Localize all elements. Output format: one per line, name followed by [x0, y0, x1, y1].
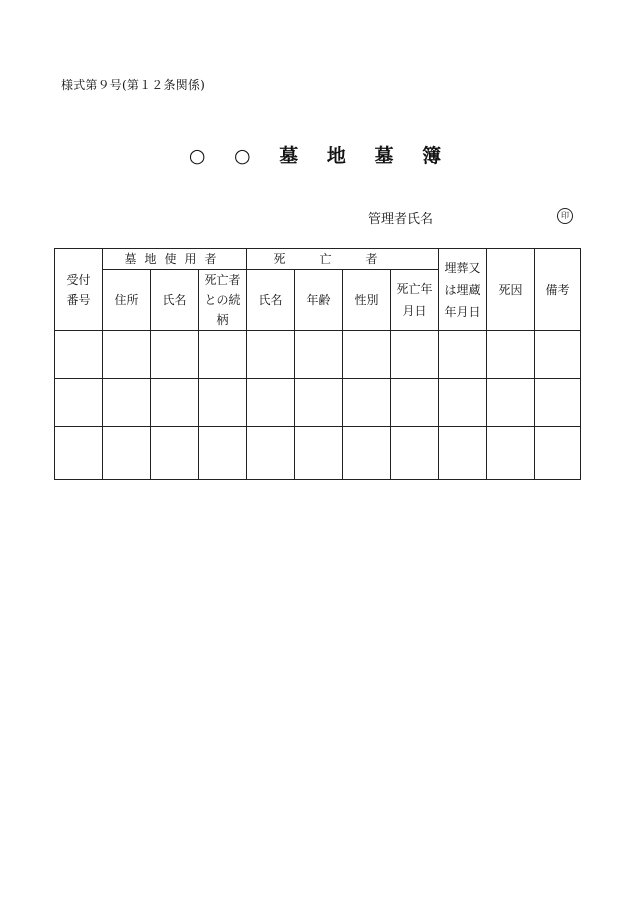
table-cell[interactable]: [199, 331, 247, 379]
remarks-header: 備考: [535, 249, 581, 331]
table-cell[interactable]: [391, 427, 439, 480]
deceased-age-header: 年齢: [295, 270, 343, 331]
table-cell[interactable]: [103, 379, 151, 427]
table-cell[interactable]: [295, 427, 343, 480]
table-cell[interactable]: [247, 379, 295, 427]
table-cell[interactable]: [199, 427, 247, 480]
cemetery-register-table: [54, 248, 581, 480]
user-address-header: 住所: [103, 270, 151, 331]
deceased-sex-header: 性別: [343, 270, 391, 331]
document-title: [0, 141, 630, 168]
form-number: 様式第９号(第１２条関係): [61, 78, 205, 92]
title-placeholder-1: ○: [188, 145, 206, 167]
table-cell[interactable]: [55, 331, 103, 379]
table-cell[interactable]: [295, 331, 343, 379]
table-cell[interactable]: [439, 331, 487, 379]
table-row: [55, 427, 581, 480]
table-cell[interactable]: [103, 331, 151, 379]
user-name-header: 氏名: [151, 270, 199, 331]
cemetery-user-header: 墓地使用者: [103, 249, 247, 270]
title-char-4: 簿: [422, 145, 442, 167]
table-cell[interactable]: [103, 427, 151, 480]
deceased-date-header: 死亡年月日: [391, 270, 439, 331]
table-cell[interactable]: [247, 427, 295, 480]
table-cell[interactable]: [343, 379, 391, 427]
table-cell[interactable]: [487, 427, 535, 480]
seal-mark: 印: [557, 208, 573, 224]
table-cell[interactable]: [151, 379, 199, 427]
table-cell[interactable]: [439, 379, 487, 427]
table-cell[interactable]: [295, 379, 343, 427]
deceased-header: 死亡者: [247, 249, 439, 270]
table-cell[interactable]: [343, 427, 391, 480]
table-cell[interactable]: [55, 379, 103, 427]
table-cell[interactable]: [343, 331, 391, 379]
table-cell[interactable]: [487, 331, 535, 379]
table-cell[interactable]: [247, 331, 295, 379]
table-cell[interactable]: [487, 379, 535, 427]
user-relation-header: 死亡者との続柄: [199, 270, 247, 331]
title-char-2: 地: [326, 145, 346, 167]
burial-date-header: 埋葬又は埋蔵年月日: [439, 249, 487, 331]
table-cell[interactable]: [535, 331, 581, 379]
title-char-1: 墓: [279, 145, 299, 167]
table-cell[interactable]: [151, 427, 199, 480]
table-row: [55, 379, 581, 427]
table-cell[interactable]: [199, 379, 247, 427]
table-cell[interactable]: [55, 427, 103, 480]
table-cell[interactable]: [535, 427, 581, 480]
cause-of-death-header: 死因: [487, 249, 535, 331]
table-row: [55, 331, 581, 379]
receipt-number-header: 受付番号: [55, 249, 103, 331]
table-cell[interactable]: [151, 331, 199, 379]
manager-name-label: 管理者氏名: [368, 212, 434, 227]
table-cell[interactable]: [535, 379, 581, 427]
table-cell[interactable]: [391, 331, 439, 379]
table-cell[interactable]: [439, 427, 487, 480]
title-char-3: 墓: [374, 145, 394, 167]
table-cell[interactable]: [391, 379, 439, 427]
deceased-name-header: 氏名: [247, 270, 295, 331]
title-placeholder-2: ○: [234, 145, 251, 167]
